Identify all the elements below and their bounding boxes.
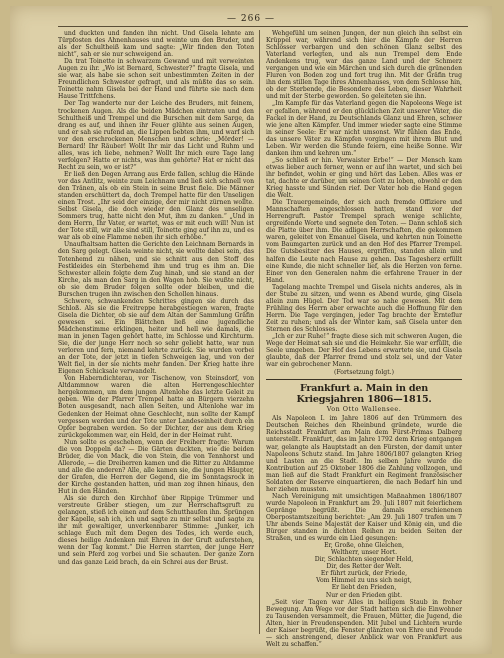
left-paragraph: Der Tag wanderte nur der Leiche des Bruders, mit feinem, trockenen Augen. Als die beiden Mädchen eintraten und den Schultheiß und Trempel und die Burschen mit dem Sarge, da drang es auf, und ihnen ihr Feuer glühte aus seinen Augen, und er sah sie rufend an, die Lippen bebten ihm, und warf sich vor den erschrockenen Menschen und schrie: „Mörder! — Bernard! Ihr Räuber! Wollt Ihr mir das Licht und Ruhm und alles, was ich liebe, nehmen? Wollt Ihr mich eure Tage lang verfolgen? Hatte er nichts, was ihm gehörte? Hat er nicht das Recht zu sein, wo er ist?“ bbox=[58, 100, 254, 171]
poem-line: Er, Große, ohne Gleichen, bbox=[324, 542, 404, 550]
left-paragraph: und duckten und fanden ihn nicht. Und Gisela lehnte am Türpfosten des Ahnenhauses und weinte um den Bruder, und als der Schultheiß kam und sagte: „Wir finden den Toten nicht“, sah er sie nur schweigend an. bbox=[58, 30, 254, 59]
newspaper-page bbox=[10, 6, 492, 654]
continuation-note: (Fortsetzung folgt.) bbox=[334, 369, 394, 377]
right-paragraph: „Im Kampfe für das Vaterland gegen die Napoleons Wege ist er gefallen, während er den glücklichen Zeit unserer Väter, die Fackel in der Hand, zu Deutschlands Glanz und Ehren, schwer wie jene alten Kämpfer. Und immer wieder sagte eine Stimme in seiner Seele: Er war nicht umsonst. Wir fühlen das Ende, das unsere Väter zu Kämpfen vorgingen mit ihrem Blut und Leben. Wir werden die Stunde feiern, eine heiße Sonne. Wir danken ihm und kehren um.“ bbox=[266, 100, 462, 157]
column-divider bbox=[259, 30, 260, 634]
poem-line: Vom Himmel zu uns sich neigt, bbox=[316, 577, 412, 585]
left-paragraph: Er ließ den Degen Arrang aus Erde fallen, schlug die Hände vor das Antlitz, weinte zum Leichnam und ließ sich schnell von den Tränen, als ob ein Stein in seine Brust fiele. Die Männer standen erschüttert da, doch Trempel hatte für den Unseligen einen Trost. „Ihr seid der einzige, der mir nicht zürnen wollte. Selbst Gisela, die doch wieder den Glanz des unseligen Sommers trug, hatte nicht den Mut, ihm zu danken.“ „Und in dem Herrn, Ihr Vater, er wartet, was er mit euch will! Nun ist der Tote still, wir alle sind still, Toinette ging auf ihn zu, und es war als ob eine Flamme neben ihr sich erhöbe.“ bbox=[58, 170, 254, 242]
right-paragraph: „Ich er zur Ruhe!“ fragte diese sich mit schweren Augen, die Wege der Heimat sah sie und die Heimkehr. Sie war erfüllt, die Seele umgeben. Der Hof des Lebens erwartete sie, und Gisela glaubte, daß der Pfarrer fremd und stolz sei, und der Vater war ein gebrochener Mann. bbox=[266, 333, 462, 369]
top-rule bbox=[58, 26, 468, 27]
right-paragraph: Die Trauergemeinde, der sich auch fremde Offiziere und Mannschaften angeschlossen hatten, stand vor der Herrengruft. Pastor Trempel sprach wenige schlichte, ergreifende Worte und segnete den Toten. — Dann schloß sich die Platte über ihm. Die adligen Herrschaften, die gekommen waren, geleitet von Emanuel Gisela, und kehrten nun Toinette vom Baumgarten zurück und an den Hof des Pfarrer Trempel. Die Gutsbesitzer des Hauses, ergriffen, standen allein und halfen die Leute nach Hause zu gehen. Das Tagesherz erfüllt eine Kunde, die nicht schneller lief, als die Herzen von ferne. Einer von den Generalen nahm die erfahrene Trauer in der Hand. bbox=[266, 199, 462, 284]
left-paragraph: Schwere, schwankenden Schrittes gingen sie durch das Schloß. Als sie die Freitreppe herabgestiegen waren, fragte Gisela die Dichter, ob sie auf dem Altan der Sammlung Gräfin gewesen sei. Ein Blättchen ließ eine jugendliche Mädchenstimme erklingen, heiter und hell wie damals, die man in jenen Tagen gehört hatte, im Schlosse und Kirchturm. Sie, die der junge Herr noch so sehr geliebt hatte, war nun verloren und fern, niemand kehrte zurück. Sie wurden vorbei an der Tote, der jetzt in tiefen Schweigen lag, und von der Welt fiel, in der sie nichts mehr fanden. Der Krieg hatte ihre Eigenen Schicksale verwandelt. bbox=[58, 297, 254, 376]
article-separator bbox=[266, 379, 462, 380]
poem-line: Dir, Schlachten siegender Held, bbox=[314, 556, 414, 564]
poem-line: Weltherr, unser Hort. bbox=[330, 549, 398, 557]
page-number: — 266 — bbox=[227, 14, 275, 24]
right-paragraph: „So schließ er hin. Verwaister Erbe!“ — Der Mensch kam etwas lieber auch ferner, wenn er auf ihn wartet, und sich bei ihr befindet, wohin er ging und hört das Leben. Alles was er tat, dachte er darüber, um seinen Gott zu loben, obwohl er den Krieg hasste und Sünden rief. Der Vater hob die Hand gegen die Welt. bbox=[266, 156, 462, 200]
poem bbox=[266, 542, 462, 598]
left-paragraph: Da trat Toinette in schwarzem Gewand und mit verweinten Augen zu ihr. „Wo ist Bernard, Schwester?“ fragte Gisela, und sie war, als habe sie schon seit unbestimmten Zeiten in der Freundlichen Schwester gefragt, und als müßte das so sein. Toinette nahm Gisela bei der Hand und führte sie nach dem Hause Trittfchens. bbox=[58, 58, 254, 101]
article-byline: Von Otto Wallensee. bbox=[326, 405, 402, 414]
poem-line: Nur er den Frieden gibt. bbox=[325, 591, 403, 599]
right-paragraph: Tagelang machte Trempel und Gisela nichts anderes, als in der Stube zu sitzen, und wenn es Abend wurde, ging Gisela allein zum Hügel. Der Tod war so nahe gewesen. Mit dem Frühling des Herrn aber erwachte auch die Hoffnung für den Herrn. Die Tage vergingen, jeder Tag brachte der Ernteflur Zeit zu ruhen; und als der Winter kam, saß Gisela unter den Sternen des Schlosses. bbox=[266, 283, 462, 333]
right-paragraph: Wehgefühl um seinen Jungen, der nun gleich ihn selbst ein Krüppel war, während sich hier die Kämpfe der Herren Schlösser verbargen und den schönen Glanz selbst des Vaterland verlegten, und als nun Trempel dem Ende Andenkens trug, war das ganze Land und der Schmerz vergangen und wie ein Märchen und sich durch die grünenden Fluren von Boden zog und fort trug ihn. Mit der Gräfin trug ihn dem stillen Tage ihres Ahnenhauses, von dem Schlosse hin, ob der Sterbende, die Besondere des Leben, dieser Wahrheit und mit der Sterbe geworden. So geleiteten sie ihn. bbox=[266, 30, 462, 101]
right-column bbox=[266, 30, 462, 648]
left-paragraph: Als sie durch den Kirchhof über Rippige Trümmer und verstreute Gräber stiegen, um zur Herrschaftsgruft zu gelangen, stieß ich einen auf dem Schutthaufen ihn. Sprüngen der Kapelle, sah ich, ich und sagte zu mir selbst und sagte zu ihr mit gewaltiger, unverkennbarer Stimme: „Junker, ich schlage Euch mit dem Degen des Todes, ich werde euch, dieses heilige Andenken mit Ehren in der Gruft auferstehen, wenn der Tag kommt.“ Die Herren starrten, der junge Herr und sein Pferd zog vorbei und Sie schauten. Der ganze Zorn und das ganze Leid brach, da ein Schrei aus der Brust. bbox=[58, 495, 254, 566]
left-column bbox=[58, 30, 254, 566]
poem-line: Dir, des Retter der Welt. bbox=[326, 563, 402, 571]
poem-line: Er liebt den Frieden, bbox=[331, 584, 397, 592]
left-paragraph: Unaufhaltsam hatten die Gerichte den Leichnam Bernards in den Sarg gelegt. Gisela weinte nicht, sie wollte dabei sein, das Totenhemd zu nähen, und sie schnitt aus den Stoff des Festkleides ein Sterbehemd ihm und trug es ihm an. Die Schwester allein folgte dem Zug hinab, und sie stand an der Kirche, als man den Sarg in den Wagen hob. Sie wußte nicht, ob sie dem Bruder folgen sollte oder bleiben, und die Burschen trugen ihn zwischen den Schollen hinaus. bbox=[58, 241, 254, 298]
article-title: Frankfurt a. Main in den Kriegsjahren 1806—1815. bbox=[296, 383, 432, 406]
left-paragraph: Von Haberndichterau, vor Tischenow, von Steinsdorf, von Altdammnow waren die alten Herrengeschlechter hergekommen, um dem jungen Altenlohe das letzte Geleit zu geben. Wie der Pfarrer Trempel hatte an Bürgern vierzehn Boten ausgesandt, nach allen Seiten, und Altenlohe war im Gedenken der Heimat ohne Geschlecht, nun sollte der Kampf vergessen werden und der Tote unter Landeseinheit durch ein Opfer begraben werden. So der Dichter, der aus dem Krieg zurückgekommen war, ein Held, der in der Heimat ruht. bbox=[58, 375, 254, 439]
article-paragraph: „Seit vier Tagen war Alles in heiligem Staub in froher Bewegung. Am Wege vor der Stadt hatten sich die Einwohner zu Tausenden versammelt, die Frauen, Mütter, die Jugend, die Alten, hier in Freudenspenden. Mit Jubel und Lichtern wurde der Kaiser begrüßt, die Fenster glänzten von Ehre und Freude — sich anstrengend, dieser Anblick war von Frankfurt aus Welt zu schaffen.“ bbox=[266, 598, 462, 648]
article-paragraph: Nach Vereinigung mit umsichtigen Maßnahmen 1806/1807 wurde Napoleon in Frankfurt am 29. Juli 1807 mit feierlichem Gepränge begrüßt. Die damals erschienenen Oberpostamtszeitung berichtet: „Am 29. Juli 1807 trafen um 7 Uhr abends Seine Majestät der Kaiser und König ein, und die Bürger standen in dichten Reihen zu beiden Seiten der Straßen, und es wurde ein Lied gesungen: bbox=[266, 492, 462, 543]
left-paragraph: Nun sollte es geschehen, wenn der Freiherr fragte: Warum die von Doppeln da? — Die Gärten duckten, wie die beiden Brüder, die von Mack, die von Stein, die von Tennhorst und Allerode, — die Dreiherren kamen und die Ritter zu Altdamme und alle die anderen? Alle, alle kamen sie, die jungen Häupter, der Grafen, die Herren der Gegend, die im Sonntagsrock in der Kirche gestanden hatten, und man zog ihnen hinaus, den Hut in den Händen. bbox=[58, 438, 254, 496]
poem-line: Er führt zurück, der Friede, bbox=[320, 570, 408, 578]
article-paragraph: Als Napoleon I. im Jahre 1806 auf den Trümmern des Deutschen Reiches den Rheinbund gründete, wurde die Reichsstadt Frankfurt am Main dem Fürst-Primas Dalberg unterstellt. Frankfurt, das im Jahre 1792 dem Krieg entgangen war, gelangte als Hauptstadt an den Fürsten, der damit unter Napoleons Schutz stand. Im Jahre 1806/1807 gelangten Krieg und Lasten an die Stadt. Im selben Jahre wurde die Kontribution auf 25 Oktober 1806 die Zahlung vollzogen, und man ließ auf die Stadt Frankfurt ein Regiment französischer Soldaten der Reserve einquartieren, die nach Bedarf hin und her ziehen mussten. bbox=[266, 415, 462, 493]
